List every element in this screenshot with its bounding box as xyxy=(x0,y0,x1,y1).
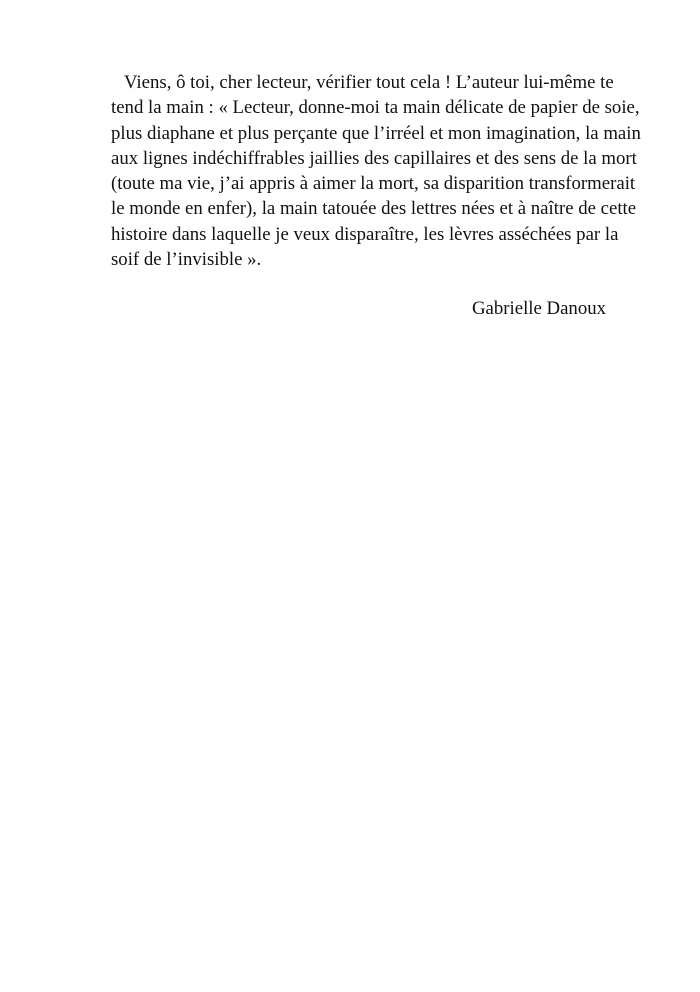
body-paragraph xyxy=(111,70,641,272)
paragraph-line: Viens, ô toi, cher lecteur, vérifier tout cela ! L’auteur lui-même te xyxy=(124,72,614,93)
author-signature: Gabrielle Danoux xyxy=(471,298,606,319)
paragraph-line: aux lignes indéchiffrables jaillies des capillaires et des sens de la mort xyxy=(111,147,637,169)
paragraph-line: tend la main : « Lecteur, donne-moi ta main délicate de papier de soie, xyxy=(111,97,640,119)
paragraph-line: soif de l’invisible ». xyxy=(111,249,262,271)
paragraph-line: (toute ma vie, j’ai appris à aimer la mort, sa disparition transformerait xyxy=(111,173,636,195)
paragraph-line: plus diaphane et plus perçante que l’irréel et mon imagination, la main xyxy=(111,122,641,144)
paragraph-line: histoire dans laquelle je veux disparaître, les lèvres asséchées par la xyxy=(111,223,619,245)
paragraph-line: le monde en enfer), la main tatouée des lettres nées et à naître de cette xyxy=(111,198,637,220)
